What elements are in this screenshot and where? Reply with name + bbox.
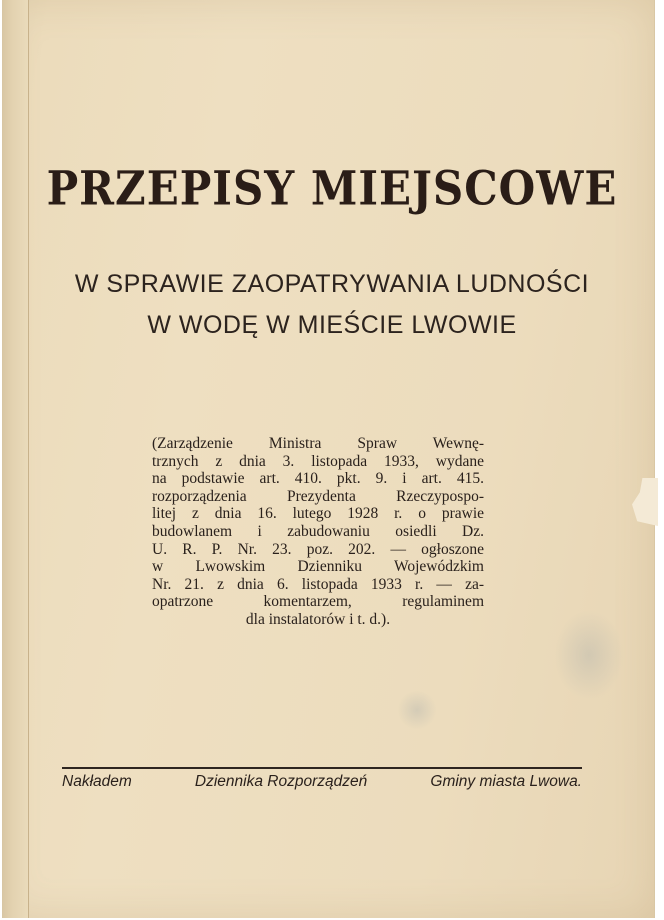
publisher-line	[62, 773, 582, 791]
note-line: rozporządzenia Prezydenta Rzeczypospo-	[152, 487, 484, 505]
divider-rule	[62, 767, 582, 769]
publisher-word-1: Nakładem	[62, 773, 132, 790]
note-line: litej z dnia 16. lutego 1928 r. o prawie	[152, 505, 484, 523]
note-line: (Zarządzenie Ministra Spraw Wewnę-	[152, 435, 484, 452]
note-line: w Lwowskim Dzienniku Wojewódzkim	[152, 558, 484, 576]
spine-binding	[2, 0, 29, 918]
water-stain	[554, 610, 624, 700]
document-title: PRZEPISY MIEJSCOWE	[46, 161, 618, 216]
note-line: Nr. 21. z dnia 6. listopada 1933 r. — za-	[152, 575, 484, 593]
publisher-word-2: Dziennika Rozporządzeń	[194, 773, 368, 790]
decree-note	[152, 435, 484, 629]
note-line: opatrzone komentarzem, regulaminem	[152, 593, 484, 611]
subtitle-line-2: W WODĘ W MIEŚCIE LWOWIE	[147, 311, 517, 339]
note-line: budowlanem i zabudowaniu osiedli Dz.	[152, 522, 484, 540]
note-line: dla instalatorów i t. d.).	[245, 610, 391, 628]
note-line: trznych z dnia 3. listopada 1933, wydane	[152, 452, 484, 470]
note-line: U. R. P. Nr. 23. poz. 202. — ogłoszone	[152, 540, 484, 558]
note-line: na podstawie art. 410. pkt. 9. i art. 415.	[152, 470, 484, 488]
publisher-word-3: Gminy miasta Lwowa.	[430, 773, 582, 790]
subtitle-line-1: W SPRAWIE ZAOPATRYWANIA LUDNOŚCI	[74, 270, 590, 298]
water-stain	[397, 690, 437, 730]
